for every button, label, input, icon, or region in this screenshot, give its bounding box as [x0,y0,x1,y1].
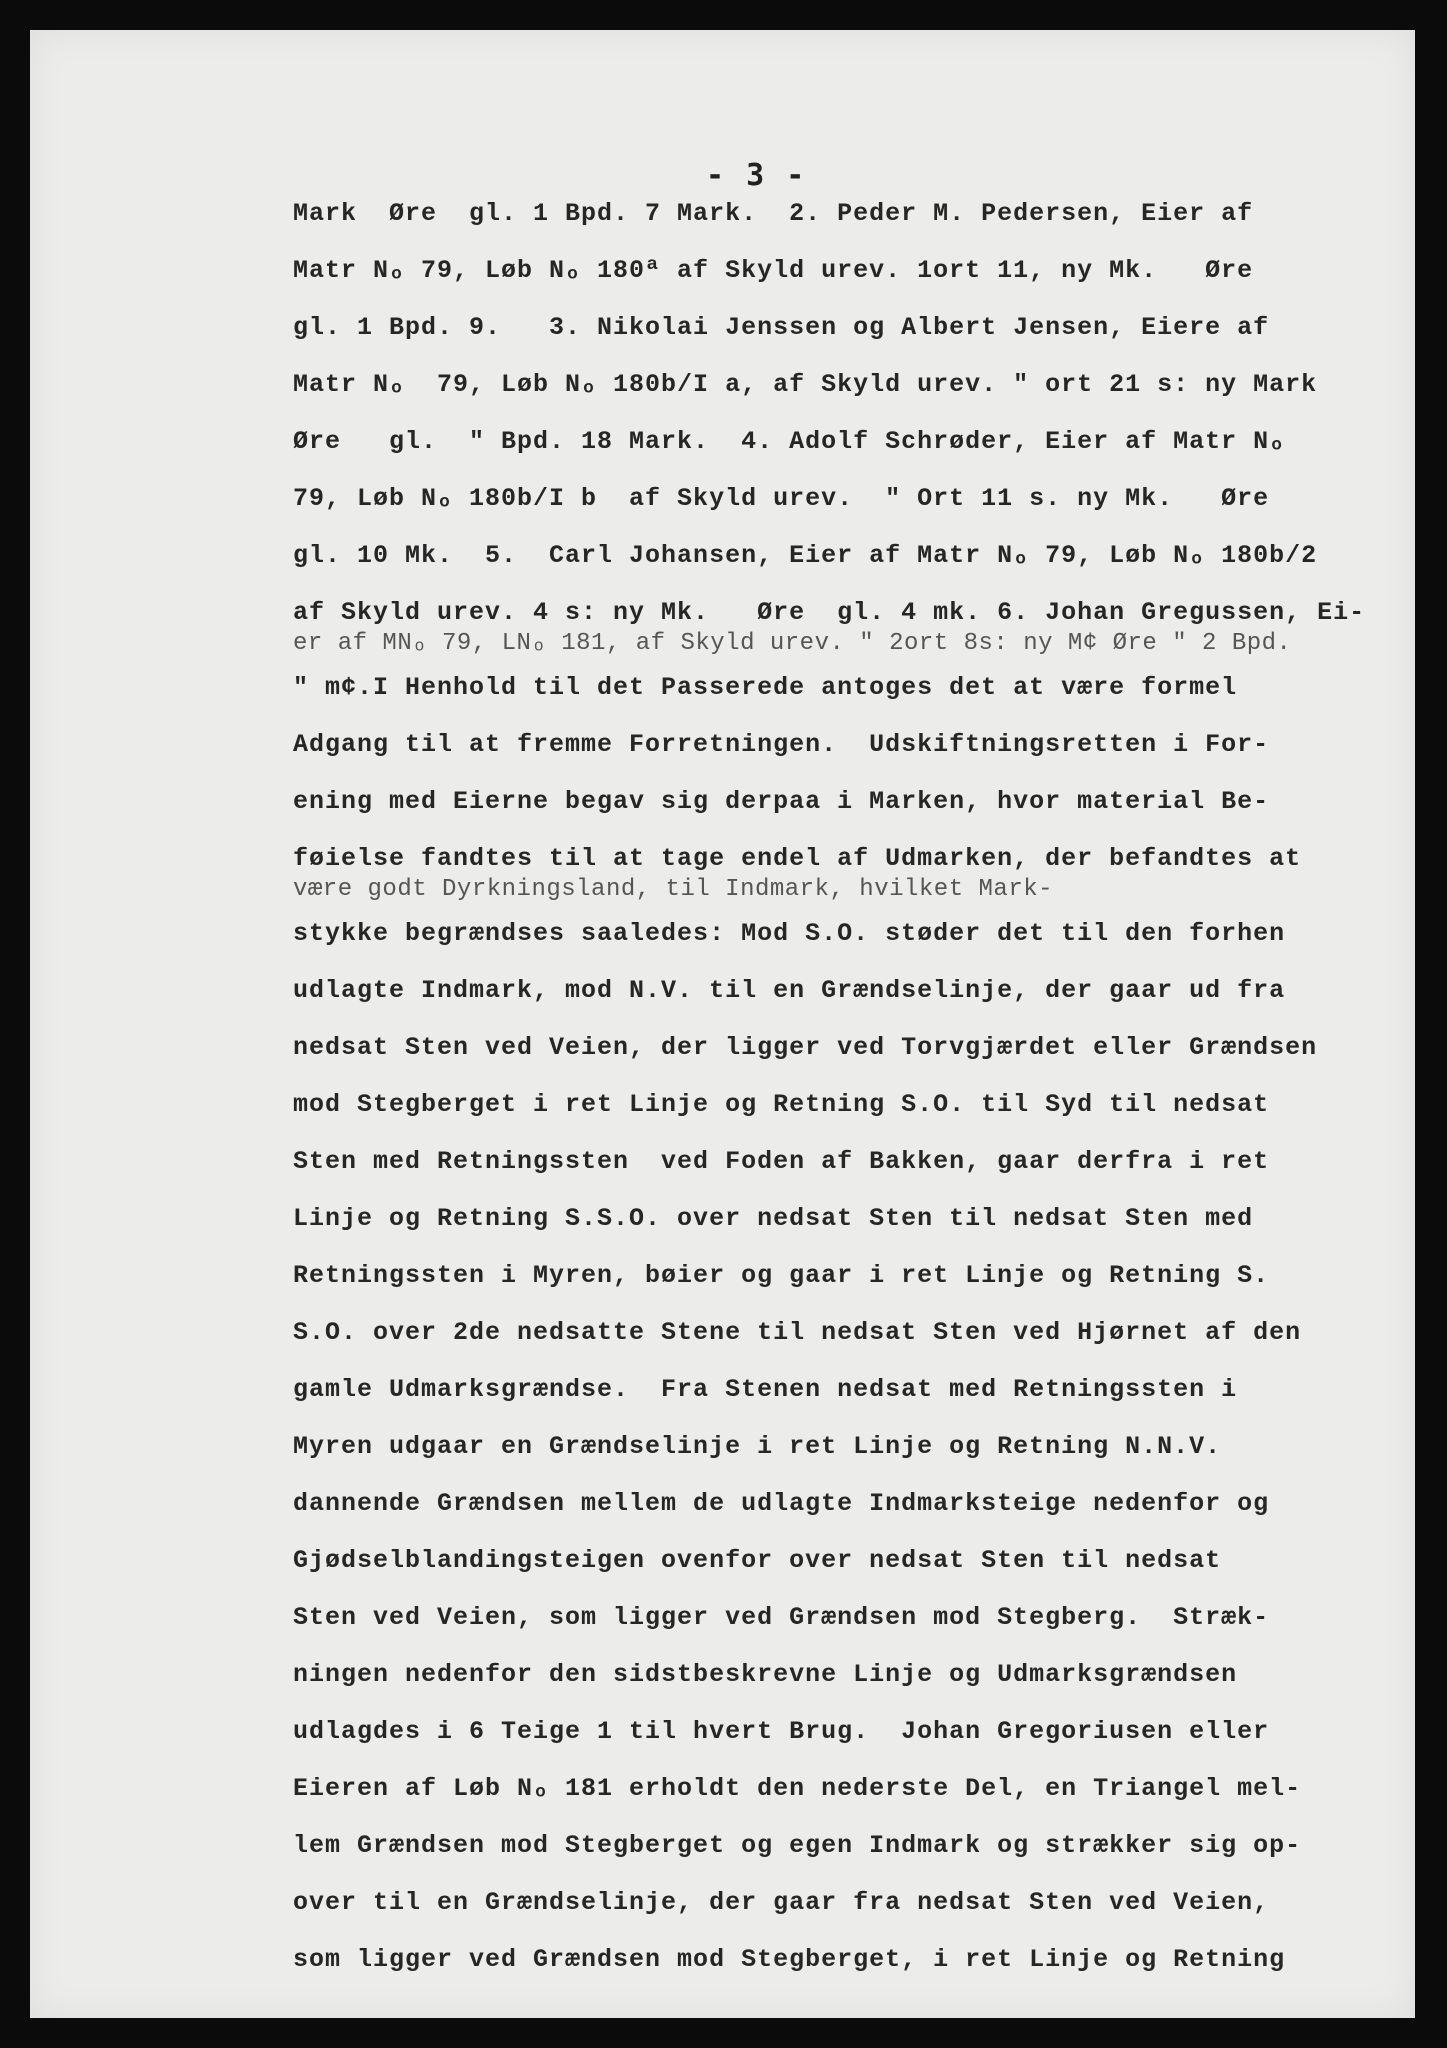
text-line: gl. 10 Mk. 5. Carl Johansen, Eier af Matr Nₒ 79, Løb Nₒ 180b/2 [293,541,1318,570]
inserted-text-line: være godt Dyrkningsland, til Indmark, hvilket Mark- [293,876,1054,903]
text-line: Matr Nₒ 79, Løb Nₒ 180ª af Skyld urev. 1ort 11, ny Mk. Øre [293,256,1254,285]
text-line: føielse fandtes til at tage endel af Udmarken, der befandtes at [293,844,1302,873]
text-line: stykke begrændses saaledes: Mod S.O. støder det til den forhen [293,919,1286,948]
text-line: dannende Grændsen mellem de udlagte Indmarksteige nedenfor og [293,1489,1270,1518]
text-line: Matr Nₒ 79, Løb Nₒ 180b/I a, af Skyld urev. " ort 21 s: ny Mark [293,370,1318,399]
text-line: " m¢.I Henhold til det Passerede antoges det at være formel [293,673,1238,702]
text-line: gl. 1 Bpd. 9. 3. Nikolai Jenssen og Albert Jensen, Eiere af [293,313,1270,342]
text-line: nedsat Sten ved Veien, der ligger ved Torvgjærdet eller Grændsen [293,1033,1318,1062]
text-line: som ligger ved Grændsen mod Stegberget, i ret Linje og Retning [293,1945,1286,1974]
text-line: udlagte Indmark, mod N.V. til en Grændselinje, der gaar ud fra [293,976,1286,1005]
text-line: Adgang til at fremme Forretningen. Udskiftningsretten i For- [293,730,1270,759]
inserted-text-line: er af MNₒ 79, LNₒ 181, af Skyld urev. " 2ort 8s: ny M¢ Øre " 2 Bpd. [293,630,1292,657]
text-line: S.O. over 2de nedsatte Stene til nedsat Sten ved Hjørnet af den [293,1318,1302,1347]
text-line: over til en Grændselinje, der gaar fra nedsat Sten ved Veien, [293,1888,1270,1917]
text-line: Sten ved Veien, som ligger ved Grændsen mod Stegberg. Stræk- [293,1603,1270,1632]
text-line: Mark Øre gl. 1 Bpd. 7 Mark. 2. Peder M. Pedersen, Eier af [293,199,1254,228]
text-line: lem Grændsen mod Stegberget og egen Indmark og strækker sig op- [293,1831,1302,1860]
text-line: Myren udgaar en Grændselinje i ret Linje og Retning N.N.V. [293,1432,1222,1461]
text-line: Sten med Retningssten ved Foden af Bakken, gaar derfra i ret [293,1147,1270,1176]
text-line: af Skyld urev. 4 s: ny Mk. Øre gl. 4 mk. 6. Johan Gregussen, Ei- [293,598,1366,627]
text-line: 79, Løb Nₒ 180b/I b af Skyld urev. " Ort 11 s. ny Mk. Øre [293,484,1270,513]
text-line: ening med Eierne begav sig derpaa i Marken, hvor material Be- [293,787,1270,816]
text-line: gamle Udmarksgrændse. Fra Stenen nedsat med Retningssten i [293,1375,1238,1404]
text-line: Linje og Retning S.S.O. over nedsat Sten til nedsat Sten med [293,1204,1254,1233]
text-line: Retningssten i Myren, bøier og gaar i ret Linje og Retning S. [293,1261,1270,1290]
page-number: - 3 - [706,158,807,193]
text-line: Øre gl. " Bpd. 18 Mark. 4. Adolf Schrøder, Eier af Matr Nₒ [293,427,1286,456]
typed-text-body [293,185,1403,1988]
text-line: mod Stegberget i ret Linje og Retning S.O. til Syd til nedsat [293,1090,1270,1119]
text-line: Eieren af Løb Nₒ 181 erholdt den nederste Del, en Triangel mel- [293,1774,1302,1803]
text-line: Gjødselblandingsteigen ovenfor over nedsat Sten til nedsat [293,1546,1222,1575]
text-line: udlagdes i 6 Teige 1 til hvert Brug. Johan Gregoriusen eller [293,1717,1270,1746]
text-line: ningen nedenfor den sidstbeskrevne Linje og Udmarksgrændsen [293,1660,1238,1689]
